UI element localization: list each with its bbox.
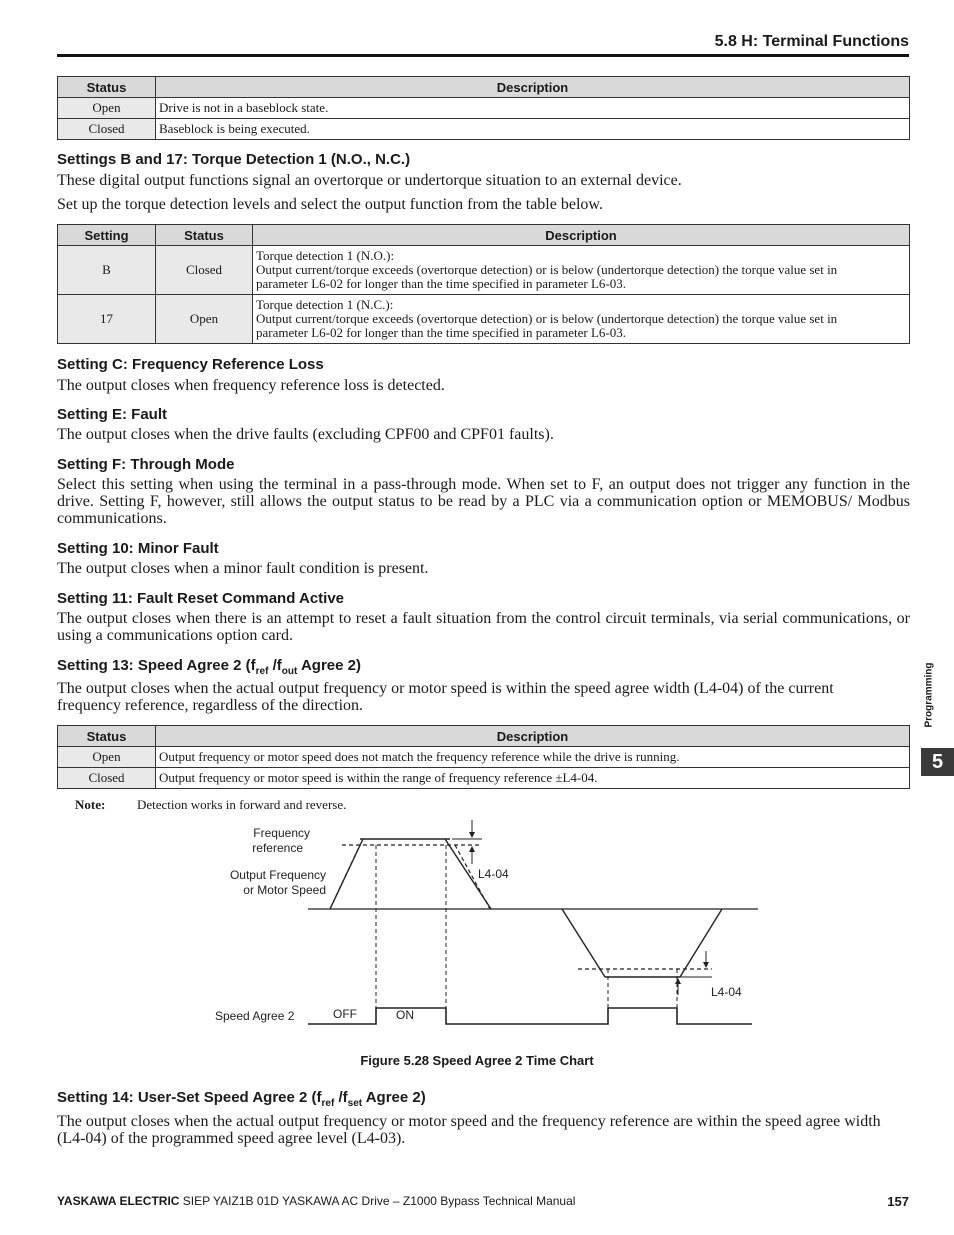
status-cell: Closed — [156, 246, 253, 295]
note-label: Note: — [75, 797, 106, 812]
setting-10-text: The output closes when a minor fault condition is present. — [57, 560, 429, 577]
description-line: Torque detection 1 (N.C.): — [256, 297, 394, 312]
label-speed-agree: Speed Agree 2 — [215, 1009, 295, 1023]
setting-11-heading: Setting 11: Fault Reset Command Active — [57, 590, 345, 607]
setting-13-heading: Setting 13: Speed Agree 2 ($f_{ref}$ $/f_{out}$ Agree 2) — [57, 657, 361, 677]
label-out-freq-2: or Motor Speed — [243, 883, 326, 897]
output-freq-accel — [330, 839, 363, 909]
table-header-status: Status — [58, 77, 156, 98]
label-freq-ref-1: Frequency — [253, 826, 310, 840]
setting-14-heading: Setting 14: User-Set Speed Agree 2 ($f_{ref}$ $/f_{set}$ Agree 2) — [57, 1089, 426, 1109]
description-line: parameter L6-02 for longer than the time specified in parameter L6-03. — [256, 276, 626, 291]
table-header-description: Description — [156, 77, 910, 98]
setting-10-heading: Setting 10: Minor Fault — [57, 540, 219, 557]
description-cell: Output frequency or motor speed does not match the frequency reference while the drive is running. — [156, 747, 910, 768]
torque-para-1: These digital output functions signal an overtorque or undertorque situation to an external device. — [57, 172, 682, 189]
figure-caption: Figure 5.28 Speed Agree 2 Time Chart — [360, 1053, 594, 1068]
description-cell: Output frequency or motor speed is within the range of frequency reference ±L4-04. — [156, 768, 910, 789]
label-freq-ref-2: reference — [252, 841, 303, 855]
status-cell: Closed — [58, 119, 156, 140]
description-cell — [253, 246, 910, 295]
setting-cell: 17 — [58, 295, 156, 344]
side-section-label: Programming — [923, 662, 935, 728]
setting-e-heading: Setting E: Fault — [57, 406, 167, 423]
setting-cell: B — [58, 246, 156, 295]
torque-para-2: Set up the torque detection levels and select the output function from the table below. — [57, 196, 603, 213]
reverse-output-accel — [680, 909, 722, 977]
chapter-tab: 5 — [921, 748, 954, 776]
status-cell: Open — [58, 747, 156, 768]
status-cell: Open — [58, 98, 156, 119]
speed-agree-table — [57, 725, 910, 789]
setting-f-text: Select this setting when using the terminal in a pass-through mode. When set to F, an output does not trigger any function in the drive. Setting F, however, still allows the output status to be read by a PLC via a communication option or MEMOBUS/ Modbus communications. — [57, 476, 910, 527]
label-out-freq-1: Output Frequency — [229, 868, 326, 882]
label-off: OFF — [333, 1007, 357, 1021]
torque-heading: Settings B and 17: Torque Detection 1 (N.O., N.C.) — [57, 151, 411, 168]
footer-doc: SIEP YAIZ1B 01D YASKAWA AC Drive – Z1000 Bypass Technical Manual — [179, 1194, 576, 1208]
arrow-down-icon — [469, 832, 475, 838]
status-cell: Open — [156, 295, 253, 344]
note-text: Detection works in forward and reverse. — [137, 797, 347, 812]
setting-13-text: The output closes when the actual output frequency or motor speed is within the speed agree width (L4-04) of the current frequency reference, regardless of the direction. — [57, 680, 834, 714]
setting-c-heading: Setting C: Frequency Reference Loss — [57, 356, 324, 373]
table-header-description: Description — [156, 726, 910, 747]
speed-agree-time-chart — [200, 815, 770, 1040]
table-header-setting: Setting — [58, 225, 156, 246]
description-line: Output current/torque exceeds (overtorque detection) or is below (undertorque detection) the torque value set in — [256, 311, 838, 326]
label-l404-bottom: L4-04 — [711, 985, 742, 999]
arrow-up-icon — [675, 978, 681, 984]
arrow-up-icon — [469, 846, 475, 852]
table-header-status: Status — [156, 225, 253, 246]
table-header-status: Status — [58, 726, 156, 747]
table-row — [58, 768, 910, 789]
header-rule — [57, 54, 909, 57]
description-cell: Drive is not in a baseblock state. — [156, 98, 910, 119]
setting-e-text: The output closes when the drive faults (excluding CPF00 and CPF01 faults). — [57, 426, 554, 443]
arrow-down-icon — [703, 962, 709, 968]
setting-c-text: The output closes when frequency reference loss is detected. — [57, 377, 445, 394]
table-row — [58, 295, 910, 344]
section-title: 5.8 H: Terminal Functions — [714, 33, 909, 50]
reverse-output-decel — [562, 909, 605, 977]
description-cell: Baseblock is being executed. — [156, 119, 910, 140]
table-row — [58, 119, 910, 140]
description-line: Torque detection 1 (N.O.): — [256, 248, 395, 263]
description-line: parameter L6-02 for longer than the time specified in parameter L6-03. — [256, 325, 626, 340]
table-row — [58, 98, 910, 119]
label-on: ON — [396, 1008, 414, 1022]
page-number: 157 — [887, 1194, 909, 1209]
setting-14-text: The output closes when the actual output frequency or motor speed and the frequency reference are within the speed agree width (L4-04) of the programmed speed agree level (L4-03). — [57, 1113, 881, 1147]
table-row — [58, 246, 910, 295]
description-line: Output current/torque exceeds (overtorque detection) or is below (undertorque detection) the torque value set in — [256, 262, 838, 277]
setting-f-heading: Setting F: Through Mode — [57, 456, 235, 473]
footer — [57, 1194, 575, 1208]
table-row — [58, 747, 910, 768]
label-l404-top: L4-04 — [478, 867, 509, 881]
setting-11-text: The output closes when there is an attempt to reset a fault situation from the control circuit terminals, via serial communications, or using a communications option card. — [57, 610, 910, 644]
status-cell: Closed — [58, 768, 156, 789]
torque-table — [57, 224, 910, 344]
speed-agree-signal — [308, 1008, 752, 1024]
table-header-description: Description — [253, 225, 910, 246]
description-cell — [253, 295, 910, 344]
footer-brand: YASKAWA ELECTRIC — [57, 1194, 180, 1208]
baseblock-table — [57, 76, 910, 140]
